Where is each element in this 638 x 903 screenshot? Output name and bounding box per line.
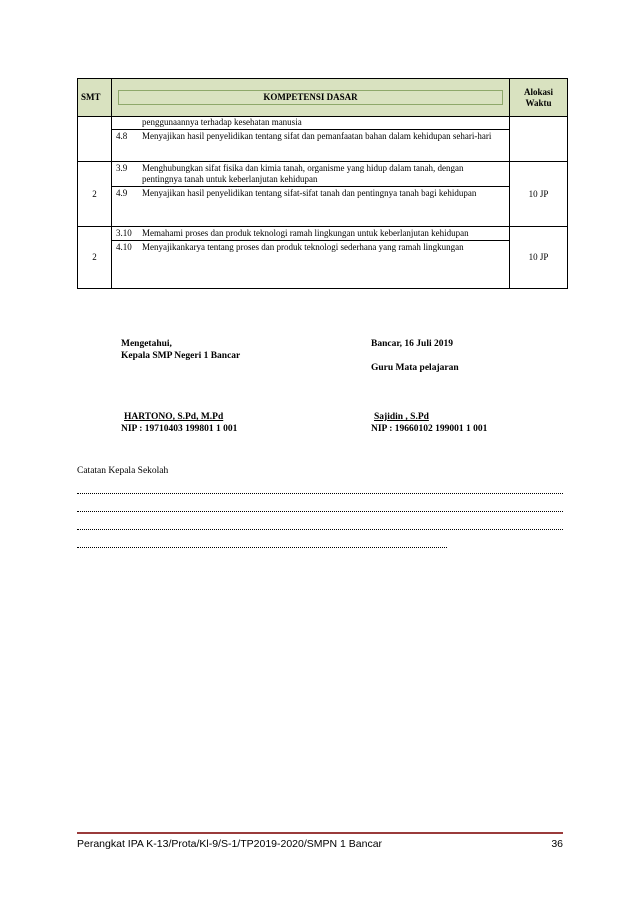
- principal-nip: NIP : 19710403 199801 1 001: [121, 424, 238, 434]
- kd-cell: [112, 117, 510, 162]
- header-kompetensi-dasar: [112, 79, 510, 117]
- header-smt: SMT: [78, 79, 112, 117]
- header-alokasi-line1: Alokasi: [523, 86, 553, 97]
- acknowledged-label: Mengetahui,: [121, 339, 172, 349]
- table-header-row: [78, 79, 568, 117]
- dotted-line: [77, 514, 563, 530]
- kd-item: [112, 227, 509, 241]
- catatan-label: Catatan Kepala Sekolah: [77, 466, 169, 476]
- table-row: [78, 117, 568, 162]
- kompetensi-table: [77, 78, 568, 289]
- principal-name: HARTONO, S.Pd, M.Pd: [124, 412, 224, 422]
- kd-continuation: penggunaannya terhadap kesehatan manusia: [112, 117, 509, 130]
- alokasi-cell: 10 JP: [510, 227, 568, 289]
- smt-cell: 2: [78, 162, 112, 227]
- kd-item: [112, 241, 509, 254]
- page-footer: [77, 838, 563, 850]
- kd-text: Menghubungkan sifat fisika dan kimia tanah, organisme yang hidup dalam tanah, dengan pentingnya tanah untuk keberlanjutan kehidupan: [142, 163, 464, 184]
- alokasi-cell: 10 JP: [510, 162, 568, 227]
- signature-left: [121, 338, 240, 362]
- teacher-title: Guru Mata pelajaran: [371, 363, 459, 373]
- signature-right: [371, 338, 459, 374]
- header-kd-label: KOMPETENSI DASAR: [118, 90, 503, 105]
- place-date: Bancar, 16 Juli 2019: [371, 339, 453, 349]
- smt-cell: [78, 117, 112, 162]
- table-row: [78, 227, 568, 289]
- kd-number: 4.10: [116, 242, 132, 252]
- kd-text: Menyajikankarya tentang proses dan produk teknologi sederhana yang ramah lingkungan: [142, 242, 464, 252]
- teacher-name: Sajidin , S.Pd: [374, 412, 429, 422]
- header-alokasi-waktu: [510, 79, 568, 117]
- kd-cell: [112, 162, 510, 227]
- kd-number: 4.8: [116, 131, 128, 141]
- kd-number: 3.9: [116, 163, 128, 173]
- table-row: [78, 162, 568, 227]
- smt-cell: 2: [78, 227, 112, 289]
- principal-title: Kepala SMP Negeri 1 Bancar: [121, 351, 241, 361]
- kd-item: [112, 187, 509, 200]
- teacher-nip: NIP : 19660102 199001 1 001: [371, 424, 488, 434]
- signature-right-name: [371, 411, 487, 435]
- dotted-line: [77, 496, 563, 512]
- dotted-line: [77, 478, 563, 494]
- kd-number: 4.9: [116, 188, 128, 198]
- kd-text: Menyajikan hasil penyelidikan tentang sifat-sifat tanah dan pentingnya tanah bagi kehidupan: [142, 188, 477, 198]
- header-alokasi-line2: Waktu: [525, 97, 552, 108]
- kd-item: [112, 130, 509, 143]
- alokasi-cell: [510, 117, 568, 162]
- page-number: 36: [551, 838, 563, 850]
- kd-cell: [112, 227, 510, 289]
- signature-left-name: [121, 411, 237, 435]
- footer-rule: [77, 832, 563, 834]
- kd-number: 3.10: [116, 228, 132, 238]
- kd-text: Menyajikan hasil penyelidikan tentang sifat dan pemanfaatan bahan dalam kehidupan sehari-hari: [142, 131, 492, 141]
- dotted-line: [77, 532, 447, 548]
- catatan-section: [77, 466, 563, 548]
- footer-text: Perangkat IPA K-13/Prota/Kl-9/S-1/TP2019-2020/SMPN 1 Bancar: [77, 838, 383, 850]
- kd-item: [112, 162, 509, 187]
- kd-text: Memahami proses dan produk teknologi ramah lingkungan untuk keberlanjutan kehidupan: [142, 228, 469, 238]
